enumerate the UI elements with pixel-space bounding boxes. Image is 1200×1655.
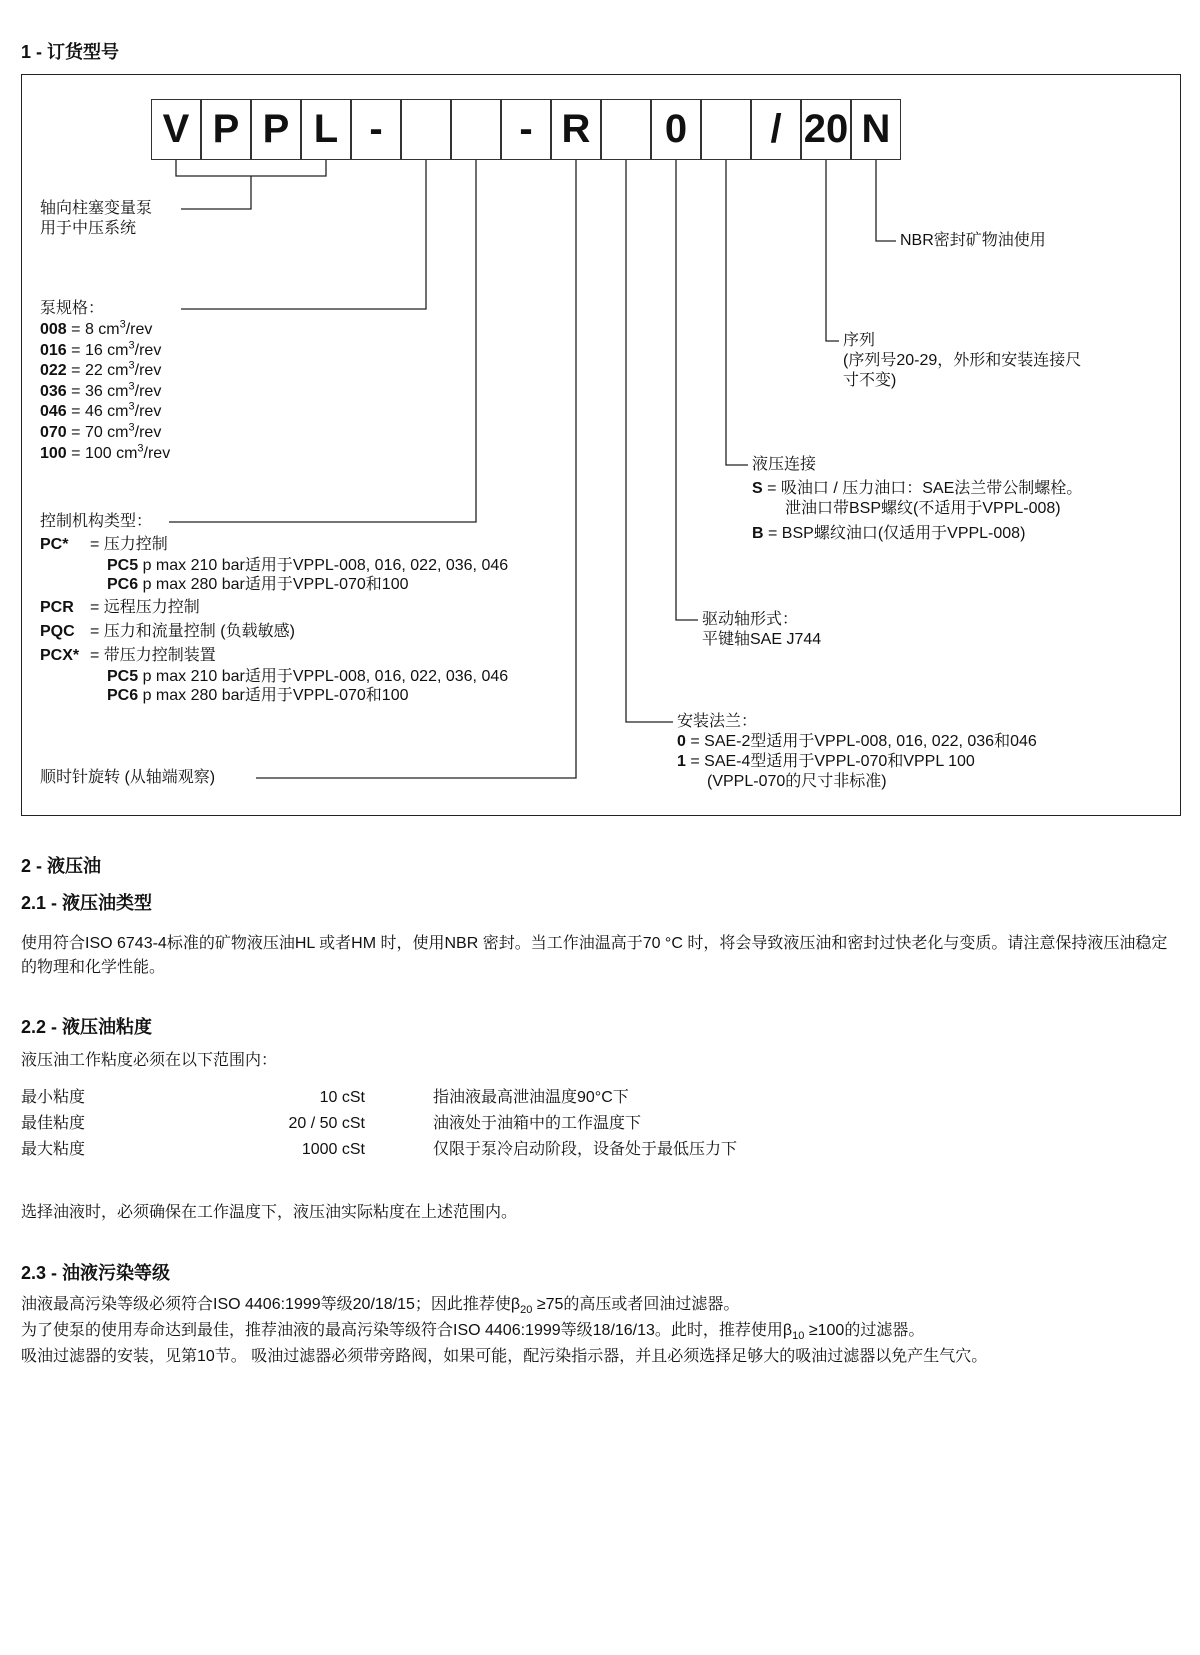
control-title: 控制机构类型： [40,513,153,530]
code-box: R [551,99,601,160]
viscosity-note: 指油液最高泄油温度90°C下 [433,1089,629,1106]
section-2-1-title: 2.1 - 液压油类型 [21,893,153,913]
contamination-text: 为了使泵的使用寿命达到最佳，推荐油液的最高污染等级符合ISO 4406:1999等级18/16/13。此时，推荐使用β [21,1322,793,1339]
size-unit: /rev [143,445,171,462]
contamination-line3: 吸油过滤器的安装，见第10节。 吸油过滤器必须带旁路阀，如果可能，配污染指示器，并且必须选择足够大的吸油过滤器以免产生气穴。 [21,1348,988,1365]
code-box: 0 [651,99,701,160]
control-code: PC5 [107,557,139,574]
control-code: PCX* [40,647,80,664]
control-desc: p max 210 bar适用于VPPL-008, 016, 022, 036, 046 [138,557,509,574]
control-pc5 [107,667,508,687]
control-pcx [40,646,216,666]
size-unit: /rev [134,424,162,441]
contamination-text: ≥100的过滤器。 [804,1322,925,1339]
connection-desc: = 吸油口 / 压力油口：SAE法兰带公制螺栓。 [762,480,1083,497]
size-unit: /rev [134,362,162,379]
pump-type-line1: 轴向柱塞变量泵 [40,200,153,217]
section-2-2-title: 2.2 - 液压油粘度 [21,1017,153,1037]
size-code: 070 [40,424,67,441]
series-line2: (序列号20-29，外形和安装连接尺 [843,352,1082,369]
contamination-text: 油液最高污染等级必须符合ISO 4406:1999等级20/18/15；因此推荐使β [21,1296,521,1313]
flange-1 [677,752,975,772]
viscosity-name: 最佳粘度 [21,1115,86,1132]
pump-type-line2: 用于中压系统 [40,220,137,237]
size-unit: /rev [125,321,153,338]
rotation-label: 顺时针旋转 (从轴端观察) [40,769,216,786]
size-code: 008 [40,321,67,338]
connection-code: B [752,525,764,542]
size-value: = 16 cm [66,342,129,359]
flange-title: 安装法兰： [677,713,758,730]
connection-title: 液压连接 [752,456,817,473]
size-code: 100 [40,445,67,462]
connection-desc: = BSP螺纹油口(仅适用于VPPL-008) [763,525,1026,542]
series-line3: 寸不变) [843,372,897,389]
size-value: = 100 cm [66,445,138,462]
control-desc: = 压力和流量控制 (负载敏感) [90,623,295,640]
size-row [40,444,170,464]
section-1-title: 1 - 订货型号 [21,42,120,62]
control-desc: = 压力控制 [90,536,168,553]
viscosity-value: 20 / 50 cSt [288,1115,365,1132]
viscosity-name: 最小粘度 [21,1089,86,1106]
control-code: PC6 [107,576,139,593]
size-sup: 3 [119,318,126,331]
viscosity-note: 油液处于油箱中的工作温度下 [433,1115,642,1132]
flange-desc: = SAE-4型适用于VPPL-070和VPPL 100 [685,753,975,770]
connection-s [752,479,1082,499]
code-box: L [301,99,351,160]
series-title: 序列 [843,332,876,349]
size-code: 036 [40,383,67,400]
control-desc: p max 280 bar适用于VPPL-070和100 [138,576,409,593]
size-row [40,341,161,361]
shaft-title: 驱动轴形式： [702,611,799,628]
connection-code: S [752,480,763,497]
size-value: = 46 cm [66,403,129,420]
flange-code: 1 [677,753,686,770]
code-box: P [201,99,251,160]
size-sup: 3 [128,380,135,393]
size-row [40,382,161,402]
code-box: - [351,99,401,160]
contamination-text: ≥75的高压或者回油过滤器。 [532,1296,740,1313]
viscosity-name: 最大粘度 [21,1141,86,1158]
size-row [40,320,152,340]
size-title: 泵规格： [40,300,105,317]
section-2-title: 2 - 液压油 [21,856,102,876]
size-sup: 3 [128,359,135,372]
control-desc: = 带压力控制装置 [90,647,216,664]
section-2-1-text: 使用符合ISO 6743-4标准的矿物液压油HL 或者HM 时，使用NBR 密封。当工作油温高于70 °C 时，将会导致液压油和密封过快老化与变质。请注意保持液压油稳定的物理和化学性能。 [21,935,1168,976]
size-value: = 36 cm [66,383,129,400]
size-unit: /rev [134,403,162,420]
viscosity-selection-note: 选择油液时，必须确保在工作温度下，液压油实际粘度在上述范围内。 [21,1204,518,1221]
viscosity-value: 10 cSt [319,1089,365,1106]
code-box: 20 [801,99,851,160]
size-row [40,423,161,443]
size-unit: /rev [134,342,162,359]
size-unit: /rev [134,383,162,400]
size-value: = 8 cm [66,321,120,338]
size-code: 016 [40,342,67,359]
size-code: 046 [40,403,67,420]
code-box: V [151,99,201,160]
code-box: / [751,99,801,160]
control-code: PCR [40,599,74,616]
control-code: PQC [40,623,75,640]
control-pcr [40,598,200,618]
flange-0 [677,732,1037,752]
control-pc5 [107,556,508,576]
size-value: = 22 cm [66,362,129,379]
code-box: P [251,99,301,160]
flange-desc: = SAE-2型适用于VPPL-008, 016, 022, 036和046 [685,733,1037,750]
seal-label: NBR密封矿物油使用 [900,232,1046,249]
control-code: PC6 [107,687,139,704]
size-sup: 3 [137,442,144,455]
beta-subscript: 20 [520,1304,533,1317]
beta-subscript: 10 [792,1330,805,1343]
flange-note: (VPPL-070的尺寸非标准) [707,773,887,790]
viscosity-value: 1000 cSt [301,1141,365,1158]
size-code: 022 [40,362,67,379]
contamination-line1 [21,1295,739,1315]
control-desc: p max 210 bar适用于VPPL-008, 016, 022, 036, 046 [138,668,509,685]
connection-b [752,524,1025,544]
flange-code: 0 [677,733,686,750]
control-pc [40,535,168,555]
control-desc: = 远程压力控制 [90,599,200,616]
code-box: - [501,99,551,160]
size-value: = 70 cm [66,424,129,441]
code-box: N [851,99,901,160]
size-sup: 3 [128,421,135,434]
size-row [40,402,161,422]
connection-s-line2: 泄油口带BSP螺纹(不适用于VPPL-008) [785,500,1061,517]
control-pqc [40,622,295,642]
size-sup: 3 [128,339,135,352]
control-pc6 [107,575,409,595]
shaft-desc: 平键轴SAE J744 [702,631,822,648]
control-code: PC* [40,536,69,553]
viscosity-intro: 液压油工作粘度必须在以下范围内： [21,1052,278,1069]
control-desc: p max 280 bar适用于VPPL-070和100 [138,687,409,704]
size-sup: 3 [128,400,135,413]
size-row [40,361,161,381]
control-code: PC5 [107,668,139,685]
contamination-line2 [21,1321,924,1341]
section-2-3-title: 2.3 - 油液污染等级 [21,1263,171,1283]
control-pc6 [107,686,409,706]
viscosity-note: 仅限于泵冷启动阶段，设备处于最低压力下 [433,1141,738,1158]
